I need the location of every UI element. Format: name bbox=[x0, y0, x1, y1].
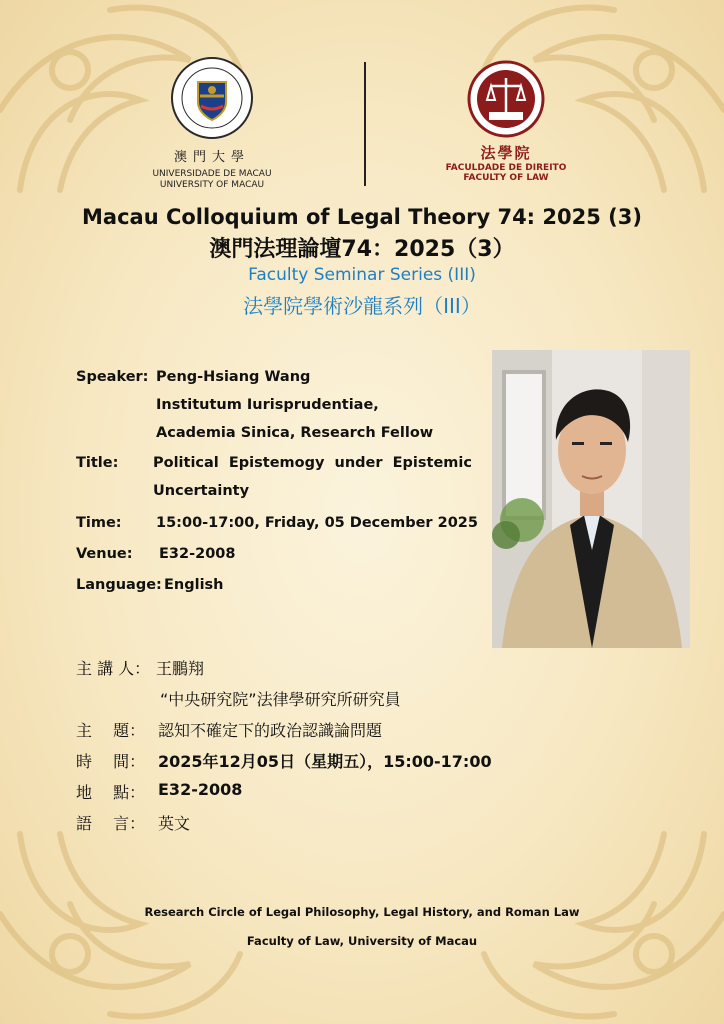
language-value-zh: 英文 bbox=[158, 814, 191, 833]
speaker-label-en: Speaker: bbox=[76, 369, 149, 385]
colloquium-title-chinese: 澳門法理論壇74：2025（3） bbox=[209, 237, 515, 262]
time-separator-zh: ， bbox=[367, 752, 384, 771]
ornament-corner-bottom-right bbox=[474, 774, 724, 1024]
law-chinese-name: 法學院 bbox=[480, 144, 532, 162]
talk-title-zh: 認知不確定下的政治認識論問題 bbox=[158, 721, 383, 740]
title-label-en: Title: bbox=[76, 455, 119, 471]
time-date-zh: 2025年12月05日（星期五） bbox=[158, 752, 368, 771]
university-of-macau-logo bbox=[148, 56, 276, 190]
venue-label-en: Venue: bbox=[76, 546, 133, 562]
speaker-affiliation-zh: “中央研究院”法律學研究所研究員 bbox=[160, 690, 401, 709]
venue-value-zh: E32-2008 bbox=[158, 780, 243, 799]
venue-label-zh: 地 點： bbox=[76, 783, 146, 802]
footer-research-circle: Research Circle of Legal Philosophy, Legal History, and Roman Law bbox=[144, 905, 580, 919]
speaker-name-en: Peng-Hsiang Wang bbox=[156, 369, 311, 385]
time-value-zh bbox=[158, 749, 492, 772]
speaker-label-zh: 主 講 人： bbox=[76, 659, 151, 678]
series-title-english: Faculty Seminar Series (III) bbox=[248, 265, 476, 285]
speaker-affiliation-line-1: Institutum Iurisprudentiae, bbox=[156, 397, 379, 413]
law-english-name: FACULTY OF LAW bbox=[463, 173, 549, 183]
series-title-chinese: 法學院學術沙龍系列（III） bbox=[243, 294, 481, 318]
time-label-en: Time: bbox=[76, 515, 122, 531]
footer-faculty: Faculty of Law, University of Macau bbox=[246, 934, 478, 948]
speaker-photo bbox=[492, 350, 690, 648]
law-portuguese-name: FACULDADE DE DIREITO bbox=[445, 163, 567, 173]
um-english-name: UNIVERSITY OF MACAU bbox=[159, 180, 265, 190]
language-value-en: English bbox=[164, 577, 224, 593]
um-seal-icon bbox=[170, 56, 254, 140]
language-label-zh: 語 言： bbox=[76, 814, 146, 833]
talk-title-line-2: Uncertainty bbox=[153, 483, 250, 499]
law-seal-icon bbox=[467, 60, 545, 138]
um-portuguese-name: UNIVERSIDADE DE MACAU bbox=[152, 169, 272, 179]
time-hours-zh: 15:00-17:00 bbox=[383, 752, 492, 771]
speaker-name-zh: 王鵬翔 bbox=[156, 659, 205, 678]
speaker-affiliation-line-2: Academia Sinica, Research Fellow bbox=[156, 425, 434, 441]
colloquium-title-english: Macau Colloquium of Legal Theory 74: 2025 (3) bbox=[82, 205, 642, 229]
language-label-en: Language: bbox=[76, 577, 162, 593]
um-chinese-name: 澳門大學 bbox=[173, 150, 250, 165]
time-value-en: 15:00-17:00, Friday, 05 December 2025 bbox=[156, 515, 478, 531]
title-label-zh: 主 題： bbox=[76, 721, 146, 740]
faculty-of-law-logo bbox=[436, 60, 576, 183]
talk-title-line-1: Political Epistemogy under Epistemic bbox=[153, 455, 472, 471]
logo-divider bbox=[364, 62, 366, 186]
time-label-zh: 時 間： bbox=[76, 752, 146, 771]
venue-value-en: E32-2008 bbox=[159, 546, 236, 562]
